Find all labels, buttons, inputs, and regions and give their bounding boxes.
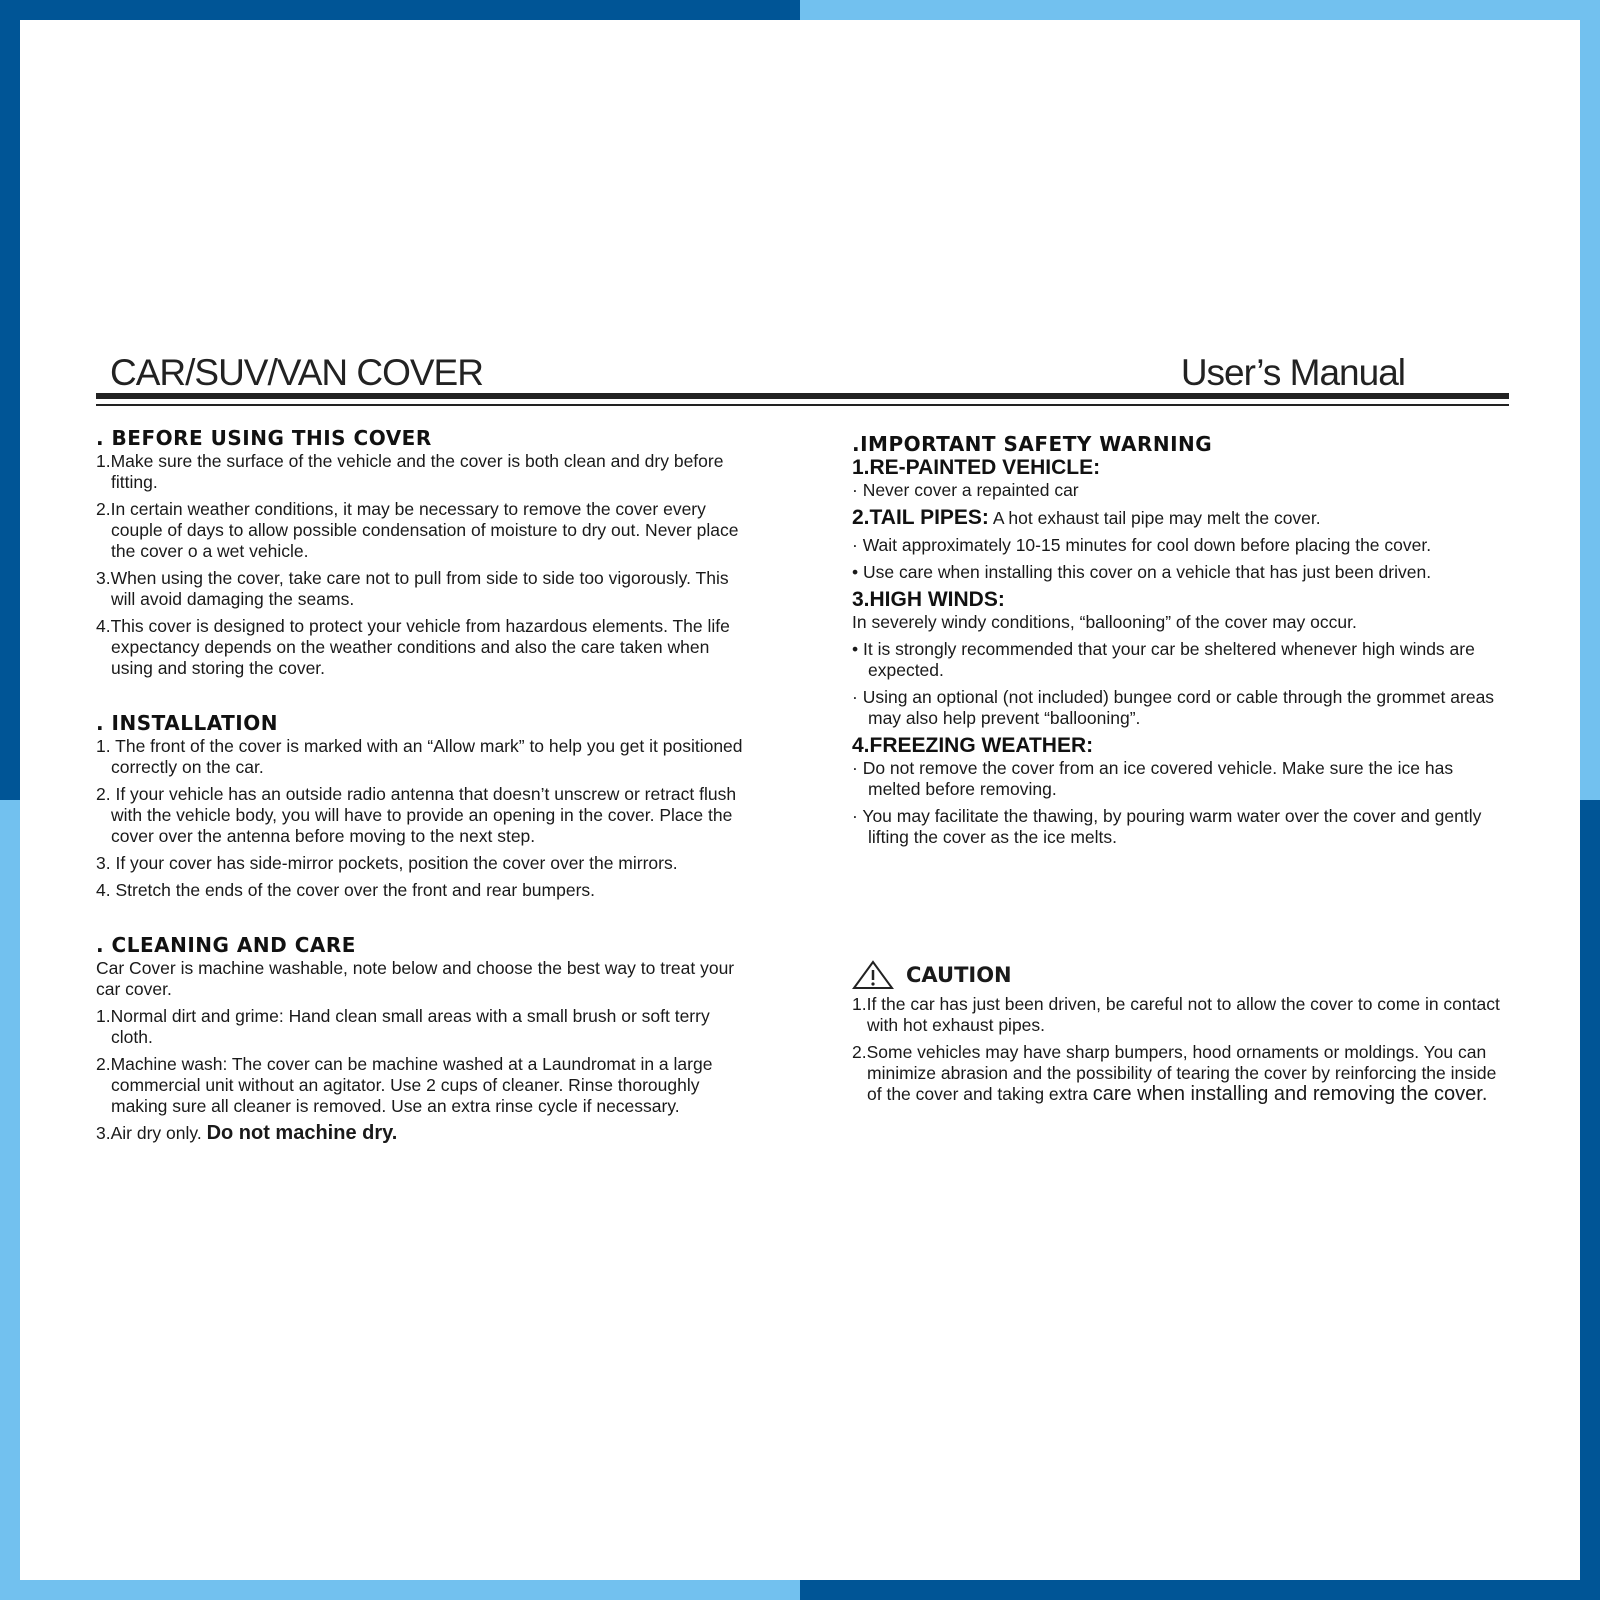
right-column <box>852 434 1502 854</box>
border-bottom-right <box>800 1580 1600 1600</box>
freezing-bullet-2: · You may facilitate the thawing, by pouring warm water over the cover and gently lifting the cover as the ice melts. <box>852 806 1482 847</box>
before-item-2: 2.In certain weather conditions, it may be necessary to remove the cover every couple of days to allow possible condensation of moisture to dry out. Never place the cover o a wet vehicle. <box>96 499 739 561</box>
header-rule-thin <box>96 404 1509 406</box>
border-right-bottom <box>1580 800 1600 1600</box>
tail-bullet-2: • Use care when installing this cover on a vehicle that has just been driven. <box>852 562 1432 582</box>
freezing-bullet-1: · Do not remove the cover from an ice covered vehicle. Make sure the ice has melted before removing. <box>852 758 1454 799</box>
freezing-heading: 4.FREEZING WEATHER: <box>852 734 1094 757</box>
repainted-heading: 1.RE-PAINTED VEHICLE: <box>852 456 1101 479</box>
manual-label: User’s Manual <box>1180 352 1405 393</box>
installation-heading: . INSTALLATION <box>96 711 278 735</box>
tail-pipes-heading: 2.TAIL PIPES: <box>852 506 989 529</box>
before-item-3: 3.When using the cover, take care not to pull from side to side too vigorously. This will avoid damaging the seams. <box>96 568 729 609</box>
before-item-4: 4.This cover is designed to protect your vehicle from hazardous elements. The life expectancy depends on the weather conditions and also the care taken when using and storing the cover. <box>96 616 730 678</box>
cleaning-heading: . CLEANING AND CARE <box>96 933 356 957</box>
installation-item-3: 3. If your cover has side-mirror pockets, position the cover over the mirrors. <box>96 853 678 873</box>
warning-triangle-icon <box>852 960 894 990</box>
border-left-bottom <box>0 800 20 1600</box>
left-column <box>96 428 756 1150</box>
caution-block <box>852 960 1502 1111</box>
border-top-left <box>0 0 800 20</box>
cleaning-item-3-text: 3.Air dry only. <box>96 1123 202 1143</box>
cleaning-intro: Car Cover is machine washable, note below and choose the best way to treat your car cover. <box>96 958 735 999</box>
installation-item-2: 2. If your vehicle has an outside radio antenna that doesn’t unscrew or retract flush with the vehicle body, you will have to provide an opening in the cover. Place the cover over the antenna before moving to the next step. <box>96 784 737 846</box>
caution-item-2-tail: care when installing and removing the cover. <box>1092 1083 1488 1105</box>
installation-item-1: 1. The front of the cover is marked with an “Allow mark” to help you get it positioned correctly on the car. <box>96 736 743 777</box>
tail-pipes-line <box>852 507 1502 529</box>
installation-item-4: 4. Stretch the ends of the cover over the front and rear bumpers. <box>96 880 596 900</box>
before-item-1: 1.Make sure the surface of the vehicle and the cover is both clean and dry before fitting. <box>96 451 724 492</box>
repainted-bullet: · Never cover a repainted car <box>852 480 1079 500</box>
cleaning-item-1: 1.Normal dirt and grime: Hand clean small areas with a small brush or soft terry cloth. <box>96 1006 710 1047</box>
cleaning-item-3 <box>96 1123 756 1144</box>
cleaning-item-2: 2.Machine wash: The cover can be machine washed at a Laundromat in a large commercial unit without an agitator. Use 2 cups of cleaner. Rinse thoroughly making sure all cleaner is removed. Use an extra rinse cycle if necessary. <box>96 1054 713 1116</box>
before-heading: . BEFORE USING THIS COVER <box>96 426 432 450</box>
safety-heading: .IMPORTANT SAFETY WARNING <box>852 432 1213 456</box>
winds-bullet-1: • It is strongly recommended that your car be sheltered whenever high winds are expected. <box>852 639 1475 680</box>
caution-heading: CAUTION <box>906 962 1012 987</box>
tail-pipes-text: A hot exhaust tail pipe may melt the cover. <box>988 508 1321 528</box>
caution-item-1: 1.If the car has just been driven, be careful not to allow the cover to come in contact with hot exhaust pipes. <box>852 994 1500 1035</box>
border-top-right <box>800 0 1600 20</box>
caution-item-2-text: 2.Some vehicles may have sharp bumpers, hood ornaments or moldings. You can minimize abrasion and the possibility of tearing the cover by reinforcing the inside of the cover and taking extra <box>852 1042 1497 1104</box>
header-rule-thick <box>96 393 1509 399</box>
border-bottom-left <box>0 1580 800 1600</box>
winds-bullet-2: · Using an optional (not included) bungee cord or cable through the grommet areas may also help prevent “ballooning”. <box>852 687 1495 728</box>
border-right-top <box>1580 0 1600 800</box>
do-not-machine-dry: Do not machine dry. <box>206 1122 398 1144</box>
tail-bullet-1: · Wait approximately 10-15 minutes for cool down before placing the cover. <box>852 535 1432 555</box>
caution-header <box>852 960 1502 990</box>
caution-item-2 <box>852 1042 1502 1105</box>
winds-heading: 3.HIGH WINDS: <box>852 588 1005 611</box>
document-title: CAR/SUV/VAN COVER <box>110 352 483 393</box>
border-left-top <box>0 0 20 800</box>
winds-intro: In severely windy conditions, “ballooning” of the cover may occur. <box>852 612 1357 632</box>
